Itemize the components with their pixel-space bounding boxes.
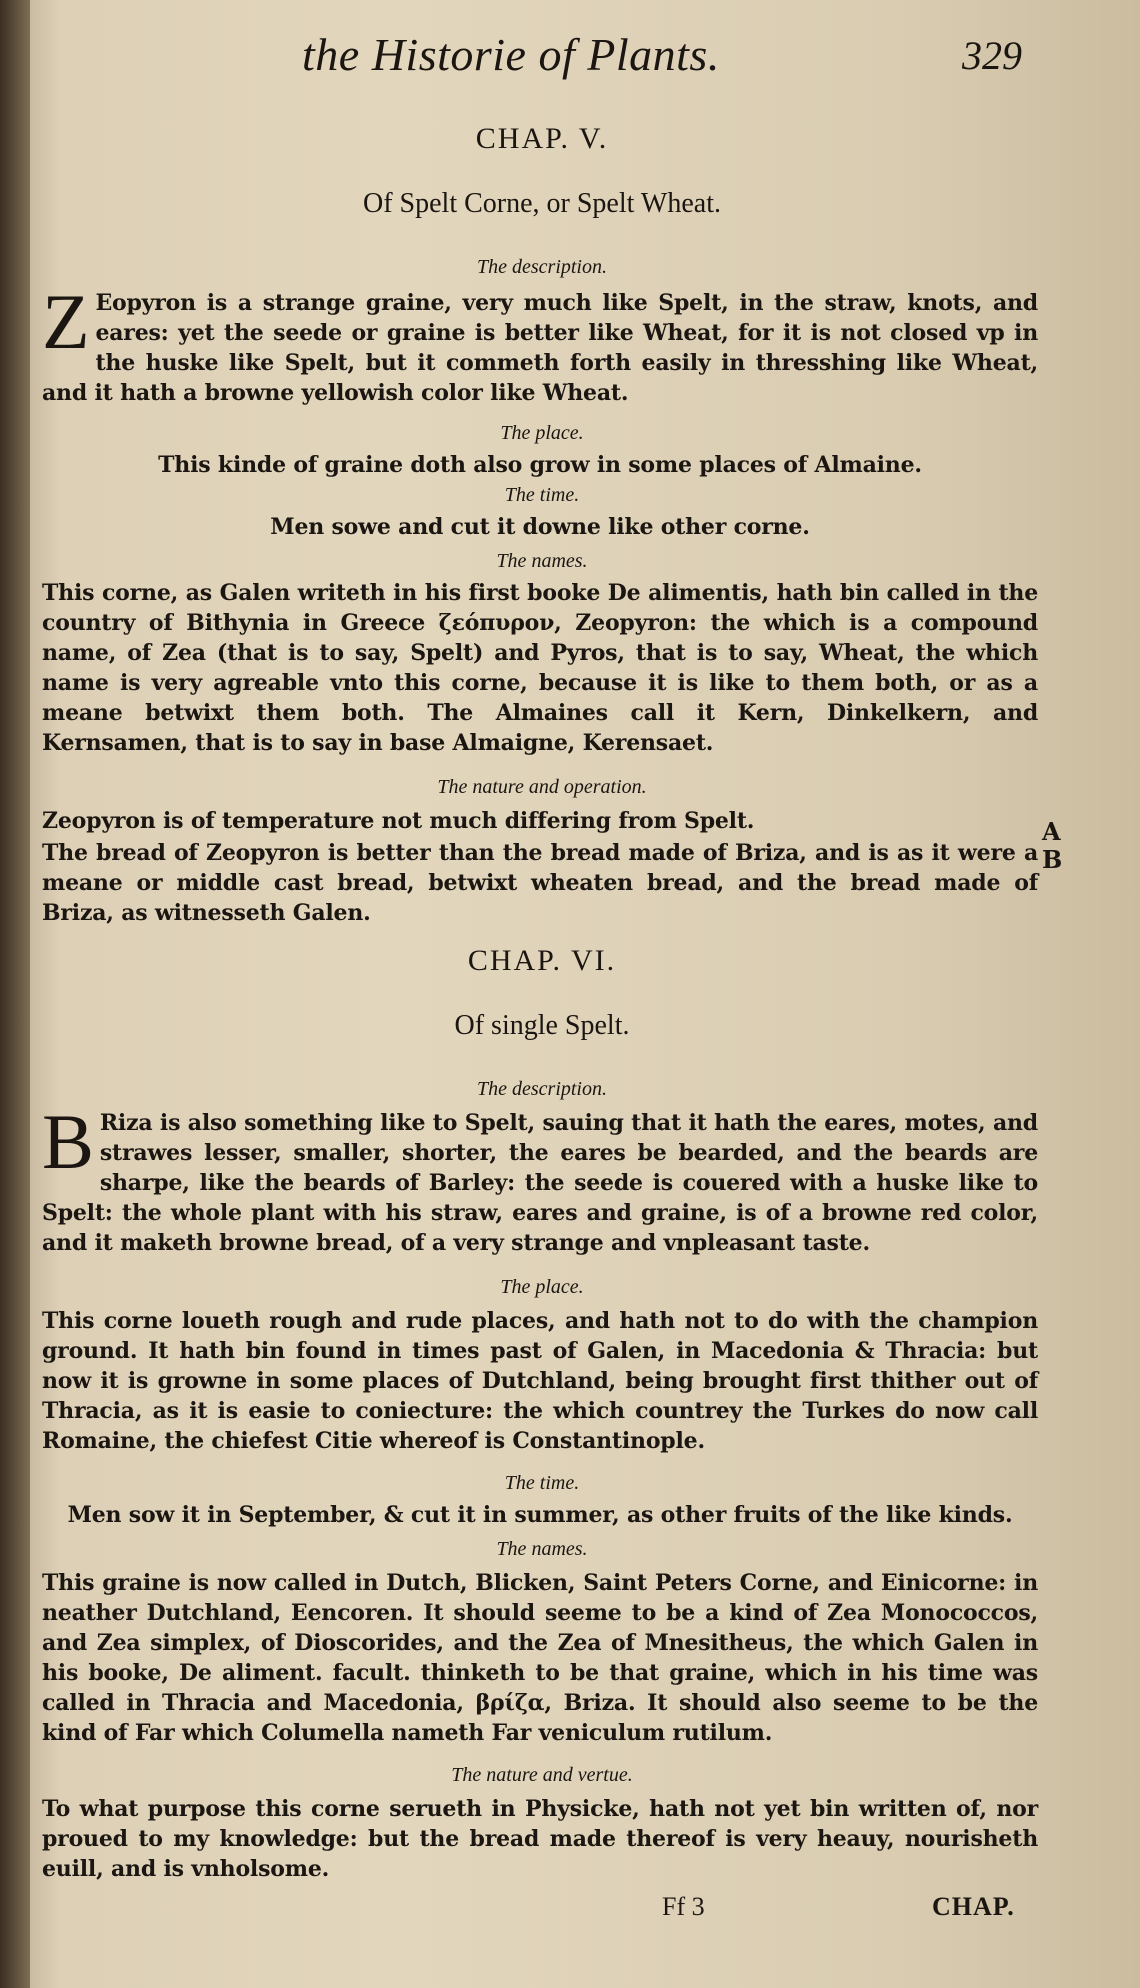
ch5-names-heading: The names. bbox=[496, 550, 588, 572]
ch6-place-heading: The place. bbox=[500, 1276, 584, 1298]
ch6-names-heading: The names. bbox=[496, 1538, 588, 1560]
chapter-5-subtitle: Of Spelt Corne, or Spelt Wheat. bbox=[363, 188, 721, 219]
ch6-drop-initial: B bbox=[42, 1098, 94, 1185]
ch6-place-text: This corne loueth rough and rude places, and hath not to do with the champion ground. It hath bin found in times past of Galen, in Macedonia & Thracia: but now it is growne in some places of Dutchland, being brought first thither out of Thracia, as it is easie to coniecture: the which countrey the Turkes do now call Romaine, the chiefest Citie whereof is Constantinople. bbox=[42, 1308, 1038, 1454]
page-gutter bbox=[0, 0, 30, 1988]
ch5-place-heading: The place. bbox=[500, 422, 584, 444]
ch5-description-heading: The description. bbox=[477, 256, 607, 278]
ch6-time-text: Men sow it in September, & cut it in summer, as other fruits of the like kinds. bbox=[67, 1502, 1013, 1528]
margin-letter-b: B bbox=[1042, 845, 1063, 874]
margin-letter-a: A bbox=[1042, 817, 1061, 846]
ch5-nature-text-1: Zeopyron is of temperature not much differing from Spelt. bbox=[42, 808, 755, 834]
text-block bbox=[42, 0, 1063, 1988]
ch5-names-text: This corne, as Galen writeth in his first booke De alimentis, hath bin called in the country of Bithynia in Greece ζεόπυρον, Zeopyron: the which is a compound name, of Zea (that is to say, Spelt) and Pyros, that is to say, Wheat, the which name is very agreable vnto this corne, because it is like to them both, or as a meane betwixt them both. The Almaines call it Kern, Dinkelkern, and Kernsamen, that is to say in base Almaigne, Kerensaet. bbox=[42, 580, 1038, 756]
signature-mark: Ff 3 bbox=[662, 1892, 705, 1921]
running-head bbox=[42, 22, 1042, 92]
chapter-5-title: CHAP. V. bbox=[475, 122, 609, 155]
ch6-time-heading: The time. bbox=[504, 1472, 580, 1494]
ch6-description-body: Riza is also something like to Spelt, sauing that it hath the eares, motes, and strawes lesser, smaller, shorter, the eares be bearded, and the beards are sharpe, like the beards of Barley: the seede is couered with a huske like to Spelt: the whole plant with his straw, eares and graine, is of a browne red color, and it maketh browne bread, of a very strange and vnpleasant taste. bbox=[42, 1110, 1038, 1256]
ch5-time-heading: The time. bbox=[504, 484, 580, 506]
ch5-place-text: This kinde of graine doth also grow in some places of Almaine. bbox=[158, 452, 922, 478]
page-number: 329 bbox=[962, 33, 1022, 78]
ch6-names-text: This graine is now called in Dutch, Blicken, Saint Peters Corne, and Einicorne: in neather Dutchland, Eencoren. It should seeme to be a kind of Zea Monococcos, and Zea simplex, of Dioscorides, and the Zea of Mnesitheus, the which Galen in his booke, De aliment. facult. thinketh to be that graine, which in his time was called in Thracia and Macedonia, βρίζα, Briza. It should also seeme to be the kind of Far which Columella nameth Far veniculum rutilum. bbox=[42, 1570, 1038, 1746]
ch6-nature-text: To what purpose this corne serueth in Physicke, hath not yet bin written of, nor proued to my knowledge: but the bread made thereof is very heauy, nourisheth euill, and is vnholsome. bbox=[42, 1796, 1038, 1882]
ch5-time-text: Men sowe and cut it downe like other corne. bbox=[270, 514, 810, 540]
ch5-description-text bbox=[42, 278, 1038, 408]
ch5-drop-initial: Z bbox=[42, 278, 90, 365]
ch6-nature-heading: The nature and vertue. bbox=[451, 1764, 633, 1786]
ch5-nature-text-2: The bread of Zeopyron is better than the bread made of Briza, and is as it were a meane or middle cast bread, betwixt wheaten bread, and the bread made of Briza, as witnesseth Galen. bbox=[42, 840, 1038, 926]
chapter-6-subtitle: Of single Spelt. bbox=[454, 1010, 630, 1041]
catchword: CHAP. bbox=[932, 1892, 1015, 1921]
chapter-6-title: CHAP. VI. bbox=[467, 944, 617, 977]
running-title: the Historie of Plants. bbox=[302, 29, 720, 80]
ch5-description-body: Eopyron is a strange graine, very much like Spelt, in the straw, knots, and eares: yet the seede or graine is better like Wheat, for it is not closed vp in the huske like Spelt, but it commeth forth easily in thresshing like Wheat, and it hath a browne yellowish color like Wheat. bbox=[42, 290, 1038, 406]
ch6-description-text bbox=[42, 1098, 1038, 1258]
ch6-description-heading: The description. bbox=[477, 1078, 607, 1100]
ch5-nature-heading: The nature and operation. bbox=[437, 776, 647, 798]
